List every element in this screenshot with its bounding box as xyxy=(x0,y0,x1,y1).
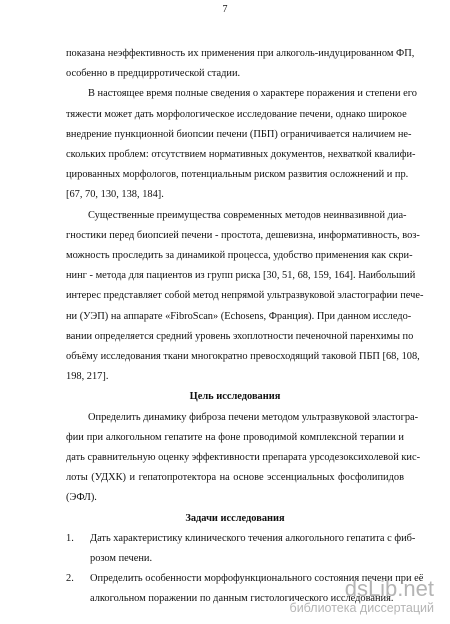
watermark xyxy=(290,577,434,615)
text-line: Определить особенности морфофункционального состояния печени при её xyxy=(90,573,424,585)
text-line: лоты (УДХК) и гепатопротектора на основе эссенциальных фосфолипидов xyxy=(66,472,404,484)
task-number: 1. xyxy=(66,532,74,544)
text-line: цированных морфологов, потенциальным риском развития осложнений и пр. xyxy=(66,169,409,181)
text-line: гностики перед биопсией печени - простота, дешевизна, информативность, воз- xyxy=(66,229,420,241)
watermark-subtitle: библиотека диссертаций xyxy=(289,601,434,615)
text-line: дать сравнительную оценку эффективности препарата урсодезоксихолевой кис- xyxy=(66,452,421,464)
paragraph-biopsy xyxy=(66,84,417,205)
document-body xyxy=(66,44,424,610)
text-line: можность проследить за динамикой процесса, удобство применения как скри- xyxy=(66,250,413,262)
task-number: 2. xyxy=(66,573,74,585)
paragraph-elastography xyxy=(66,206,424,388)
intro-paragraph xyxy=(66,44,415,84)
text-line: скольких проблем: отсутствием нормативных документов, нехваткой квалифи- xyxy=(66,149,416,161)
tasks-heading: Задачи исследования xyxy=(185,512,285,524)
goal-heading: Цель исследования xyxy=(189,391,281,403)
text-line: особенно в предцирротической стадии. xyxy=(66,68,241,80)
text-line: нинг - метода для пациентов из групп риска [30, 51, 68, 159, 164]. Наибольший xyxy=(66,270,416,282)
text-line: ни (УЭП) на аппарате «FibroScan» (Echosens, Франция). При данном исследо- xyxy=(66,310,412,322)
text-line: В настоящее время полные сведения о характере поражения и степени его xyxy=(88,88,417,100)
text-line: интерес представляет собой метод непрямой ультразвуковой эластографии пече- xyxy=(66,290,424,302)
text-line: Определить динамику фиброза печени методом ультразвуковой эластогра- xyxy=(88,411,419,423)
text-line: [67, 70, 130, 138, 184]. xyxy=(66,189,164,201)
text-line: алкогольном поражении по данным гистологического исследования. xyxy=(90,593,394,605)
text-line: (ЭФЛ). xyxy=(66,492,97,504)
text-line: объёму исследования ткани многократно превосходящий таковой ПБП [68, 108, xyxy=(66,351,420,363)
page-number: 7 xyxy=(222,4,228,15)
text-line: Существенные преимущества современных методов неинвазивной диа- xyxy=(88,209,407,221)
text-line: тяжести может дать морфологическое исследование печени, однако широкое xyxy=(66,108,407,120)
text-line: показана неэффективность их применения при алкоголь-индуцированном ФП, xyxy=(66,48,415,59)
text-line: Дать характеристику клинического течения алкогольного гепатита с фиб- xyxy=(90,532,416,544)
text-line: вании определяется средний уровень эхоплотности печеночной паренхимы по xyxy=(66,330,414,342)
text-line: внедрение пункционной биопсии печени (ПБП) ограничивается наличием не- xyxy=(66,128,412,140)
task-item xyxy=(66,529,416,569)
watermark-logo: dsLib.net xyxy=(344,576,434,601)
goal-paragraph xyxy=(66,408,421,509)
text-line: фии при алкогольном гепатите на фоне проводимой комплексной терапии и xyxy=(66,431,404,443)
text-line: 198, 217]. xyxy=(66,371,109,383)
text-line: розом печени. xyxy=(90,553,153,565)
